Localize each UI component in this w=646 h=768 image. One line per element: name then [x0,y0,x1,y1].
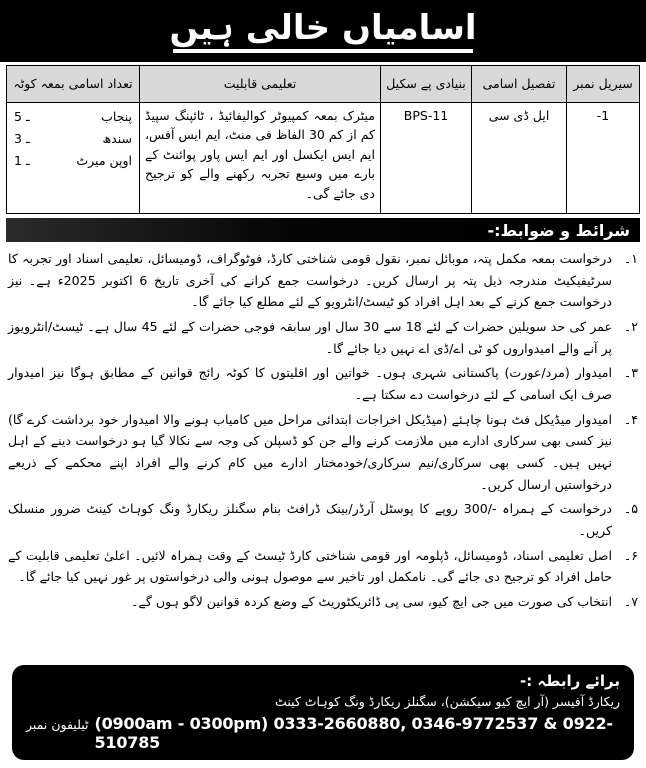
cell-post: ایل ڈی سی [472,103,567,214]
contact-container [0,663,646,768]
condition-item [8,409,638,496]
conditions-header-bar [6,218,640,242]
table-header [7,66,640,103]
condition-marker: ۲۔ [623,318,638,334]
cell-pay-scale: BPS-11 [381,103,472,214]
condition-marker: ۷۔ [623,593,638,609]
condition-item [8,545,638,588]
contact-phone-label: ٹیلیفون نمبر [26,717,89,732]
condition-item [8,248,638,313]
column-header-education: تعلیمی قابلیت [140,66,381,103]
contact-heading: برائے رابطہ :- [519,672,620,691]
condition-text: عمر کی حد سویلین حضرات کے لئے 18 سے 30 سال اور سابقہ فوجی حضرات کے لئے 45 سال ہے۔ ٹیسٹ/انٹرویوز پر آنے والے امیدواروں کو ٹی اے/ڈی اے نہیں دیا جائے گا۔ [8,318,612,356]
quota-region: پنجاب [101,109,132,124]
condition-text: درخواست کے ہمراہ -/300 روپے کا پوسٹل آرڈر/بینک ڈرافٹ بنام سگنلز ریکارڈ ونگ کوہاٹ کینٹ ضرور منسلک کریں۔ [8,501,612,538]
column-header-quota: تعداد اسامی بمعہ کوٹہ [7,66,140,103]
quota-count: 5 ـ [14,109,30,124]
column-header-serial: سیریل نمبر [567,66,640,103]
cell-education: میٹرک بمعہ کمپیوٹر کوالیفائیڈ ، ٹائپنگ سپیڈ کم از کم 30 الفاظ فی منٹ، ایم ایس آفس، ایم ایس ایکسل اور ایم ایس پاور پوائنٹ کے بارے میں وسیع تجربہ رکھنے والے کو ترجیح دی جائے گی۔ [140,103,381,214]
quota-list [12,106,134,172]
condition-marker: ۴۔ [623,411,638,427]
quota-item [12,128,134,150]
page-title: اسامیاں خالی ہیں [169,7,477,48]
quota-item [12,150,134,172]
column-header-pay-scale: بنیادی پے سکیل [381,66,472,103]
contact-box [12,665,634,760]
cell-serial: 1- [567,103,640,214]
condition-item [8,362,638,405]
contact-phone-numbers: (0900am - 0300pm) 0333-2660880, 0346-9772537 & 0922-510785 [94,714,613,752]
column-header-post: تفصیل اسامی [472,66,567,103]
quota-count: 3 ـ [14,130,30,146]
contact-phone-row [26,714,620,752]
vacancy-table [6,65,640,214]
condition-marker: ۱۔ [623,251,638,266]
contact-address: ریکارڈ آفیسر (آر ایچ کیو سیکشن)، سگنلز ریکارڈ ونگ کوہاٹ کینٹ [275,694,620,710]
condition-marker: ۶۔ [623,547,638,563]
vacancy-table-container [0,62,646,214]
quota-region: اوپن میرٹ [76,152,132,168]
table-row [7,103,640,214]
cell-quota [7,103,140,214]
condition-marker: ۵۔ [623,501,638,517]
quota-item [12,106,134,128]
condition-text: امیدوار (مرد/عورت) پاکستانی شہری ہوں۔ خواتین اور اقلیتوں کا کوٹہ رائج قوانین کے مطابق ہوگا نیز امیدوار صرف ایک اسامی کے لئے درخواست دے سکتا ہے۔ [8,365,612,402]
condition-text: انتخاب کی صورت میں جی ایچ کیو، سی پی ڈائریکٹوریٹ کے وضع کردہ قوانین لاگو ہوں گے۔ [131,593,612,609]
quota-count: 1 ـ [14,152,30,168]
condition-marker: ۳۔ [623,365,638,381]
conditions-list [0,242,646,663]
condition-text: درخواست بمعہ مکمل پتہ، موبائل نمبر، نقول قومی شناختی کارڈ، فوٹوگراف، ڈومیسائل، تعلیمی اسناد اور تجربہ کا سرٹیفیکیٹ مندرجہ ذیل پتہ پر ارسال کریں۔ درخواست جمع کرانے کی آخری تاریخ 6 اکتوبر 2025ء ہے۔ نیز درخواست جمع کرنے کے بعد اہل افراد کو ٹیسٹ/انٹرویو کے لئے مطلع کیا جائے گا۔ [8,251,612,310]
condition-item [8,498,638,541]
table-body [7,103,640,214]
condition-item [8,591,638,613]
condition-item [8,316,638,359]
condition-text: امیدوار میڈیکل فٹ ہونا چاہئے (میڈیکل اخراجات ابتدائی مراحل میں کامیاب ہونے والا امیدوار خود برداشت کرے گا) نیز کسی بھی سرکاری ادارے میں ملازمت کرنے والے جن کو ڈسپلن کی وجہ سے نکالا گیا ہو درخواست دینے کے اہل نہیں ہیں۔ کسی بھی سرکاری/نیم سرکاری/خودمختار ادارے میں کام کرنے والے افراد اپنے محکمے کے ذریعے درخواستیں ارسال کریں۔ [8,411,612,492]
quota-region: سندھ [102,130,132,146]
condition-text: اصل تعلیمی اسناد، ڈومیسائل، ڈپلومہ اور قومی شناختی کارڈ ٹیسٹ کے وقت ہمراہ لائیں۔ اعلیٰ تعلیمی قابلیت کے حامل افراد کو ترجیح دی جائے گی۔ نامکمل اور تاخیر سے موصول ہونی والی درخواستوں پر غور نہیں کیا جائے گا۔ [8,547,612,585]
conditions-heading: شرائط و ضوابط:- [487,220,630,240]
title-banner [0,0,646,62]
table-header-row [7,66,640,103]
title-underline [173,49,473,53]
